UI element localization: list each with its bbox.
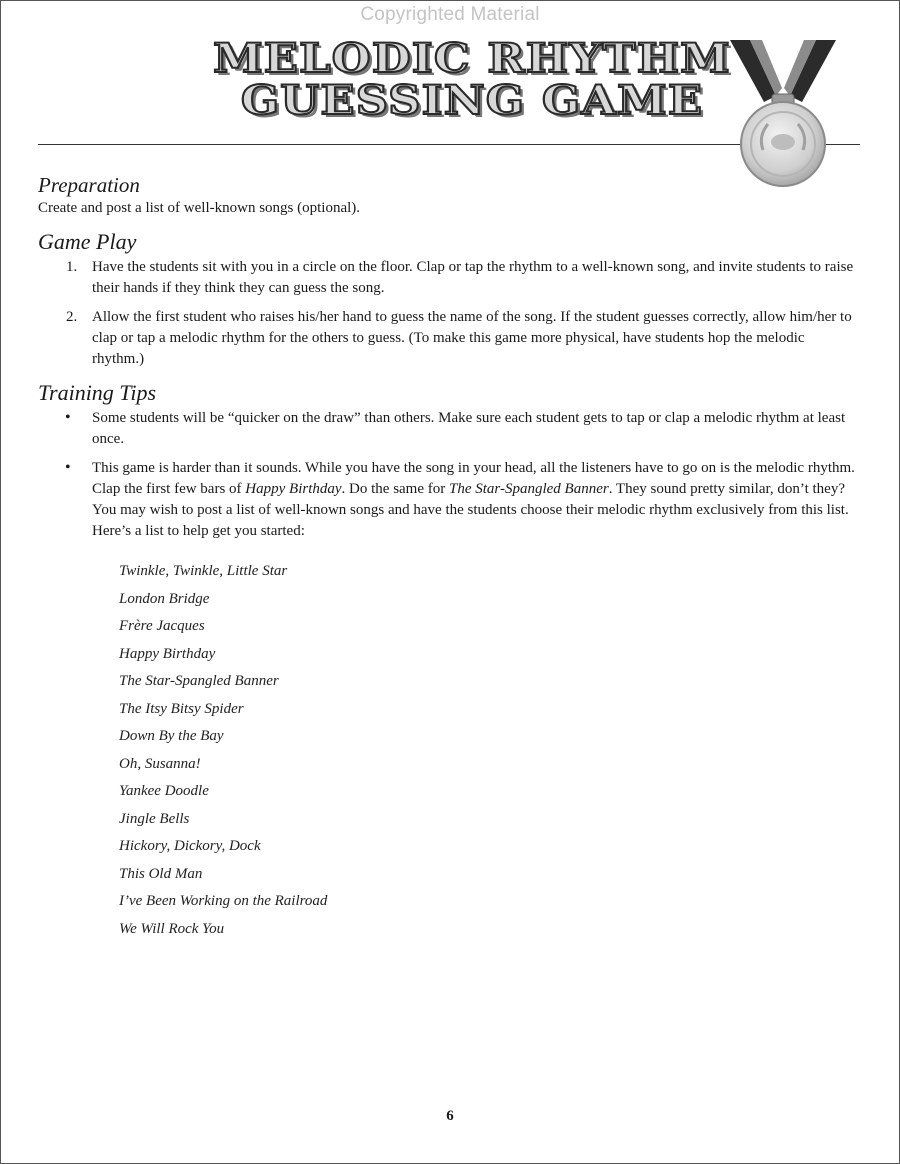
- song-list: [119, 558, 860, 943]
- training-tips-heading: Training Tips: [38, 380, 157, 405]
- tip-text: Some students will be “quicker on the draw” than others. Make sure each student gets to tap or clap a melodic rhythm at least once.: [92, 410, 846, 447]
- page-content: [38, 172, 860, 943]
- preparation-text: Create and post a list of well-known songs (optional).: [38, 200, 361, 216]
- song-item: Yankee Doodle: [119, 783, 209, 799]
- game-play-heading: Game Play: [38, 229, 137, 254]
- bullet: •: [65, 459, 71, 476]
- song-item: Twinkle, Twinkle, Little Star: [119, 563, 288, 579]
- song-item: London Bridge: [119, 590, 210, 607]
- tip-text-part: . Do the same for: [341, 481, 449, 497]
- song-title-inline: The Star-Spangled Banner: [449, 481, 609, 497]
- preparation-heading: Preparation: [38, 173, 140, 197]
- bullet: •: [65, 409, 71, 426]
- song-item: Frère Jacques: [119, 618, 205, 634]
- song-item: I’ve Been Working on the Railroad: [119, 893, 328, 909]
- tip-item: [38, 458, 860, 542]
- game-play-list: [38, 257, 860, 370]
- song-item: The Star-Spangled Banner: [119, 673, 279, 689]
- tip-text-part: This game is harder than it sounds. While you have the song in your head, all the listeners have to go on is the melodic rhythm. Clap the first few bars of: [92, 460, 855, 497]
- training-tips-list: [38, 408, 860, 542]
- song-item: Happy Birthday: [119, 645, 216, 662]
- song-item: The Itsy Bitsy Spider: [119, 700, 244, 717]
- item-text: Have the students sit with you in a circle on the floor. Clap or tap the rhythm to a well-known song, and invite students to raise their hands if they think they can guess the song.: [92, 259, 854, 296]
- song-item: Oh, Susanna!: [119, 755, 201, 772]
- song-item: Jingle Bells: [119, 810, 190, 827]
- title-line-1: MELODIC RHYTHM: [213, 35, 731, 82]
- tip-item: [38, 408, 860, 450]
- game-play-item: [38, 307, 860, 370]
- song-title-inline: Happy Birthday: [245, 481, 342, 497]
- page-title: [213, 35, 731, 124]
- song-item: We Will Rock You: [119, 920, 225, 937]
- watermark: Copyrighted Material: [360, 4, 540, 25]
- game-play-item: [38, 257, 860, 299]
- item-number: 1.: [66, 259, 78, 275]
- page-number: 6: [446, 1108, 454, 1124]
- medal-icon: [728, 38, 838, 190]
- item-number: 2.: [66, 309, 78, 325]
- song-item: This Old Man: [119, 865, 203, 882]
- song-item: Down By the Bay: [119, 728, 224, 744]
- tip-text-part: . They sound pretty similar, don’t they? You may wish to post a list of well-known songs and have the students choose their melodic rhythm exclusively from this list. Here’s a list to help get you started:: [92, 481, 849, 539]
- song-item: Hickory, Dickory, Dock: [119, 838, 261, 854]
- title-line-2: GUESSING GAME: [240, 77, 704, 124]
- item-text: Allow the first student who raises his/her hand to guess the name of the song. If the student guesses correctly, allow him/her to clap or tap a melodic rhythm for the others to guess. (To make this game more physical, have students hop the melodic rhythm.): [92, 309, 852, 367]
